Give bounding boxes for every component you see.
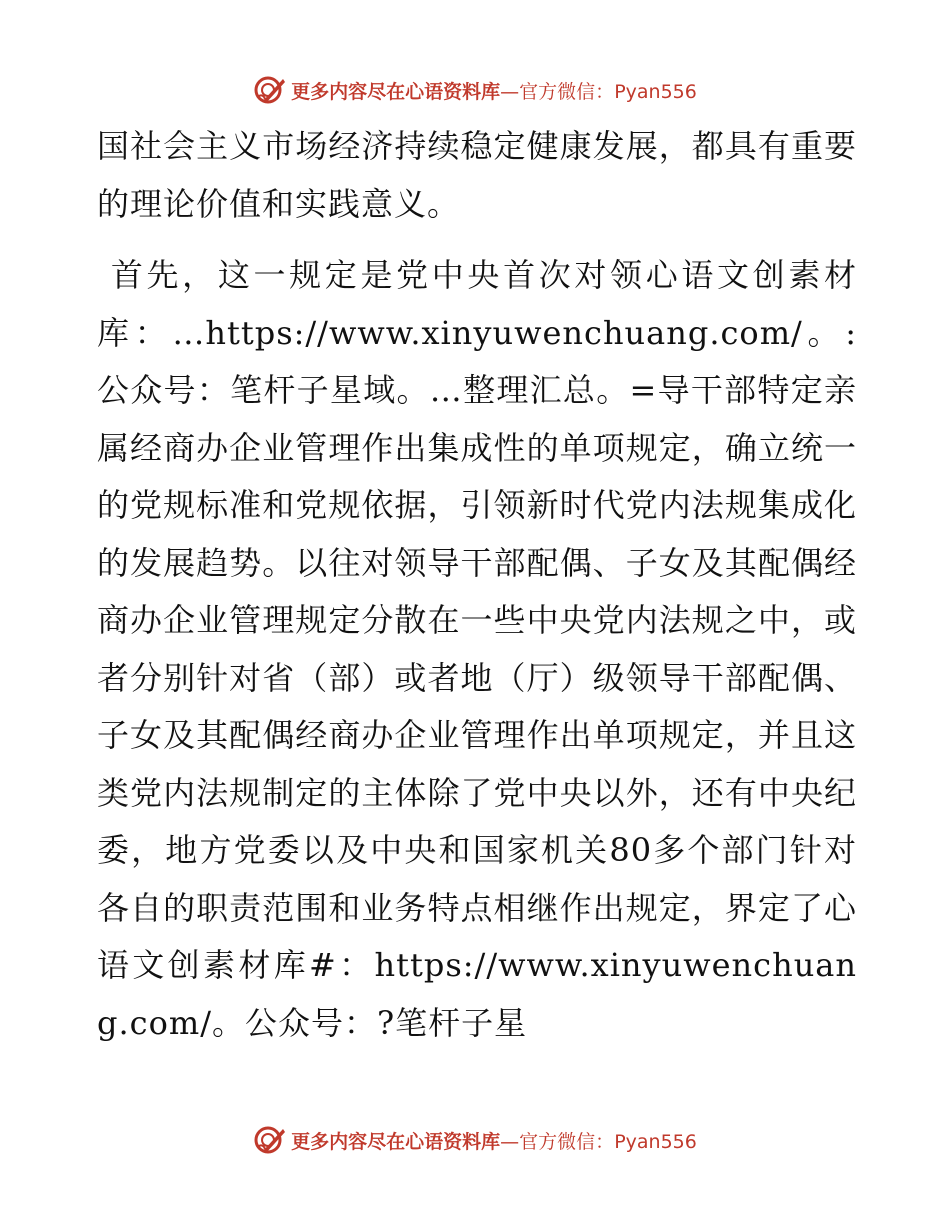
- footer-wechat-id: Pyan556: [614, 1130, 697, 1153]
- paragraph-1: 国社会主义市场经济持续稳定健康发展，都具有重要的理论价值和实践意义。: [97, 127, 857, 223]
- header-brand-name: 更多内容尽在心语资料库: [291, 80, 501, 103]
- brand-logo-icon: [253, 73, 287, 107]
- header-separator: —: [500, 80, 520, 103]
- header-brand-text: [291, 77, 697, 104]
- footer-brand-text: [291, 1127, 697, 1154]
- paragraph-2: 首先，这一规定是党中央首次对领心语文创素材库：…https://www.xinyuwenchuang.com/。:公众号：笔杆子星域。…整理汇总。=导干部特定亲属经商办企业管理作出集成性的单项规定，确立统一的党规标准和党规依据，引领新时代党内法规集成化的发展趋势。以往对领导干部配偶、子女及其配偶经商办企业管理规定分散在一些中央党内法规之中，或者分别针对省（部）或者地（厅）级领导干部配偶、子女及其配偶经商办企业管理作出单项规定，并且这类党内法规制定的主体除了党中央以外，还有中央纪委，地方党委以及中央和国家机关80多个部门针对各自的职责范围和业务特点相继作出规定，界定了心语文创素材库#：https://www.xinyuwenchuang.com/。公众号：?笔杆子星: [97, 256, 857, 1042]
- footer-separator: —: [500, 1130, 520, 1153]
- footer-brand-name: 更多内容尽在心语资料库: [291, 1130, 501, 1153]
- brand-logo-icon: [253, 1123, 287, 1157]
- footer-official-label: 官方微信：: [519, 1130, 615, 1153]
- header-banner: [0, 70, 950, 110]
- footer-banner: [0, 1120, 950, 1160]
- header-wechat-id: Pyan556: [614, 80, 697, 103]
- header-official-label: 官方微信：: [519, 80, 615, 103]
- document-body: [97, 118, 857, 1052]
